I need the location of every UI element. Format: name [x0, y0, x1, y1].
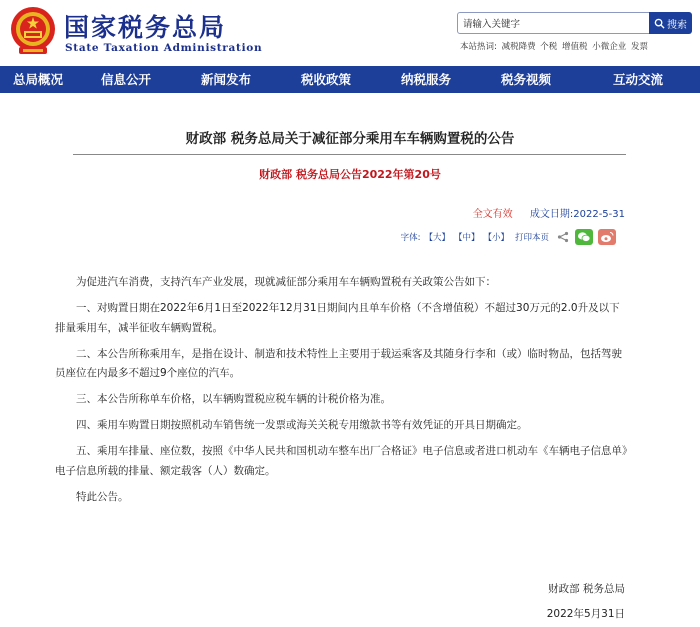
article-meta: [473, 205, 625, 220]
article-paragraph: 五、乘用车排量、座位数，按照《中华人民共和国机动车整车出厂合格证》电子信息或者进口机动车《车辆电子信息单》电子信息所载的排量、额定载客（人）数确定。: [55, 445, 628, 477]
hot-word-link[interactable]: 发票: [630, 42, 648, 52]
search-icon: [654, 18, 665, 29]
hot-word-link[interactable]: 增值税: [562, 42, 588, 52]
national-emblem-icon[interactable]: [9, 5, 57, 59]
site-header: [0, 0, 700, 66]
site-title[interactable]: 国家税务总局: [64, 13, 227, 42]
article-body: [55, 273, 630, 514]
wechat-icon: [577, 231, 591, 243]
font-medium-button[interactable]: 【中】: [453, 233, 480, 243]
issue-date: 成文日期:2022-5-31: [529, 209, 625, 220]
article-paragraph: 二、本公告所称乘用车，是指在设计、制造和技术特性上主要用于载运乘客及其随身行李和（或）临时物品，包括驾驶员座位在内最多不超过9个座位的汽车。: [55, 347, 622, 379]
hot-words: [460, 40, 650, 52]
signature: 财政部 税务总局: [548, 583, 625, 595]
search-input[interactable]: [457, 12, 650, 34]
wechat-share-icon[interactable]: [575, 229, 593, 245]
share-icon[interactable]: [557, 231, 569, 243]
site-title-english: State Taxation Administration: [65, 42, 263, 54]
search-button[interactable]: [649, 12, 692, 34]
article-paragraph: 特此公告。: [76, 490, 129, 503]
article-title: 财政部 税务总局关于减征部分乘用车车辆购置税的公告: [185, 131, 515, 147]
weibo-icon: [600, 231, 614, 243]
nav-item-overview[interactable]: 总局概况: [12, 72, 63, 87]
article-tools: [401, 228, 616, 246]
nav-item-taxpayer-service[interactable]: 纳税服务: [400, 72, 451, 87]
hot-word-link[interactable]: 减税降费: [501, 42, 536, 52]
font-large-button[interactable]: 【大】: [424, 233, 450, 243]
nav-item-tax-policy[interactable]: 税收政策: [300, 72, 351, 87]
title-divider: [73, 154, 626, 155]
signature-date: 2022年5月31日: [546, 608, 625, 620]
weibo-share-icon[interactable]: [598, 229, 616, 245]
article-paragraph: 一、对购置日期在2022年6月1日至2022年12月31日期间内且单车价格（不含增值税）不超过30万元的2.0升及以下排量乘用车，减半征收车辆购置税。: [55, 302, 620, 334]
article-paragraph: 三、本公告所称单车价格，以车辆购置税应税车辆的计税价格为准。: [76, 393, 391, 405]
search-button-label: 搜索: [667, 19, 687, 31]
font-small-button[interactable]: 【小】: [483, 233, 509, 243]
article-paragraph: 四、乘用车购置日期按照机动车销售统一发票或海关关税专用缴款书等有效凭证的开具日期确定。: [76, 419, 528, 431]
nav-item-interaction[interactable]: 互动交流: [612, 72, 663, 87]
validity-status: 全文有效: [472, 209, 513, 220]
hot-word-link[interactable]: 小微企业: [592, 42, 627, 52]
nav-item-news-release[interactable]: 新闻发布: [200, 72, 251, 87]
article-paragraph: 为促进汽车消费，支持汽车产业发展，现就减征部分乘用车车辆购置税有关政策公告如下：: [76, 276, 496, 288]
nav-item-tax-video[interactable]: 税务视频: [500, 72, 551, 87]
hot-word-link[interactable]: 个税: [540, 42, 558, 52]
hot-words-label: 本站热词:: [460, 42, 497, 52]
main-nav: [0, 66, 700, 93]
print-button[interactable]: 打印本页: [514, 233, 549, 243]
document-number: 财政部 税务总局公告2022年第20号: [259, 168, 441, 181]
nav-item-info-disclosure[interactable]: 信息公开: [100, 72, 151, 87]
font-size-label: 字体:: [400, 233, 421, 243]
